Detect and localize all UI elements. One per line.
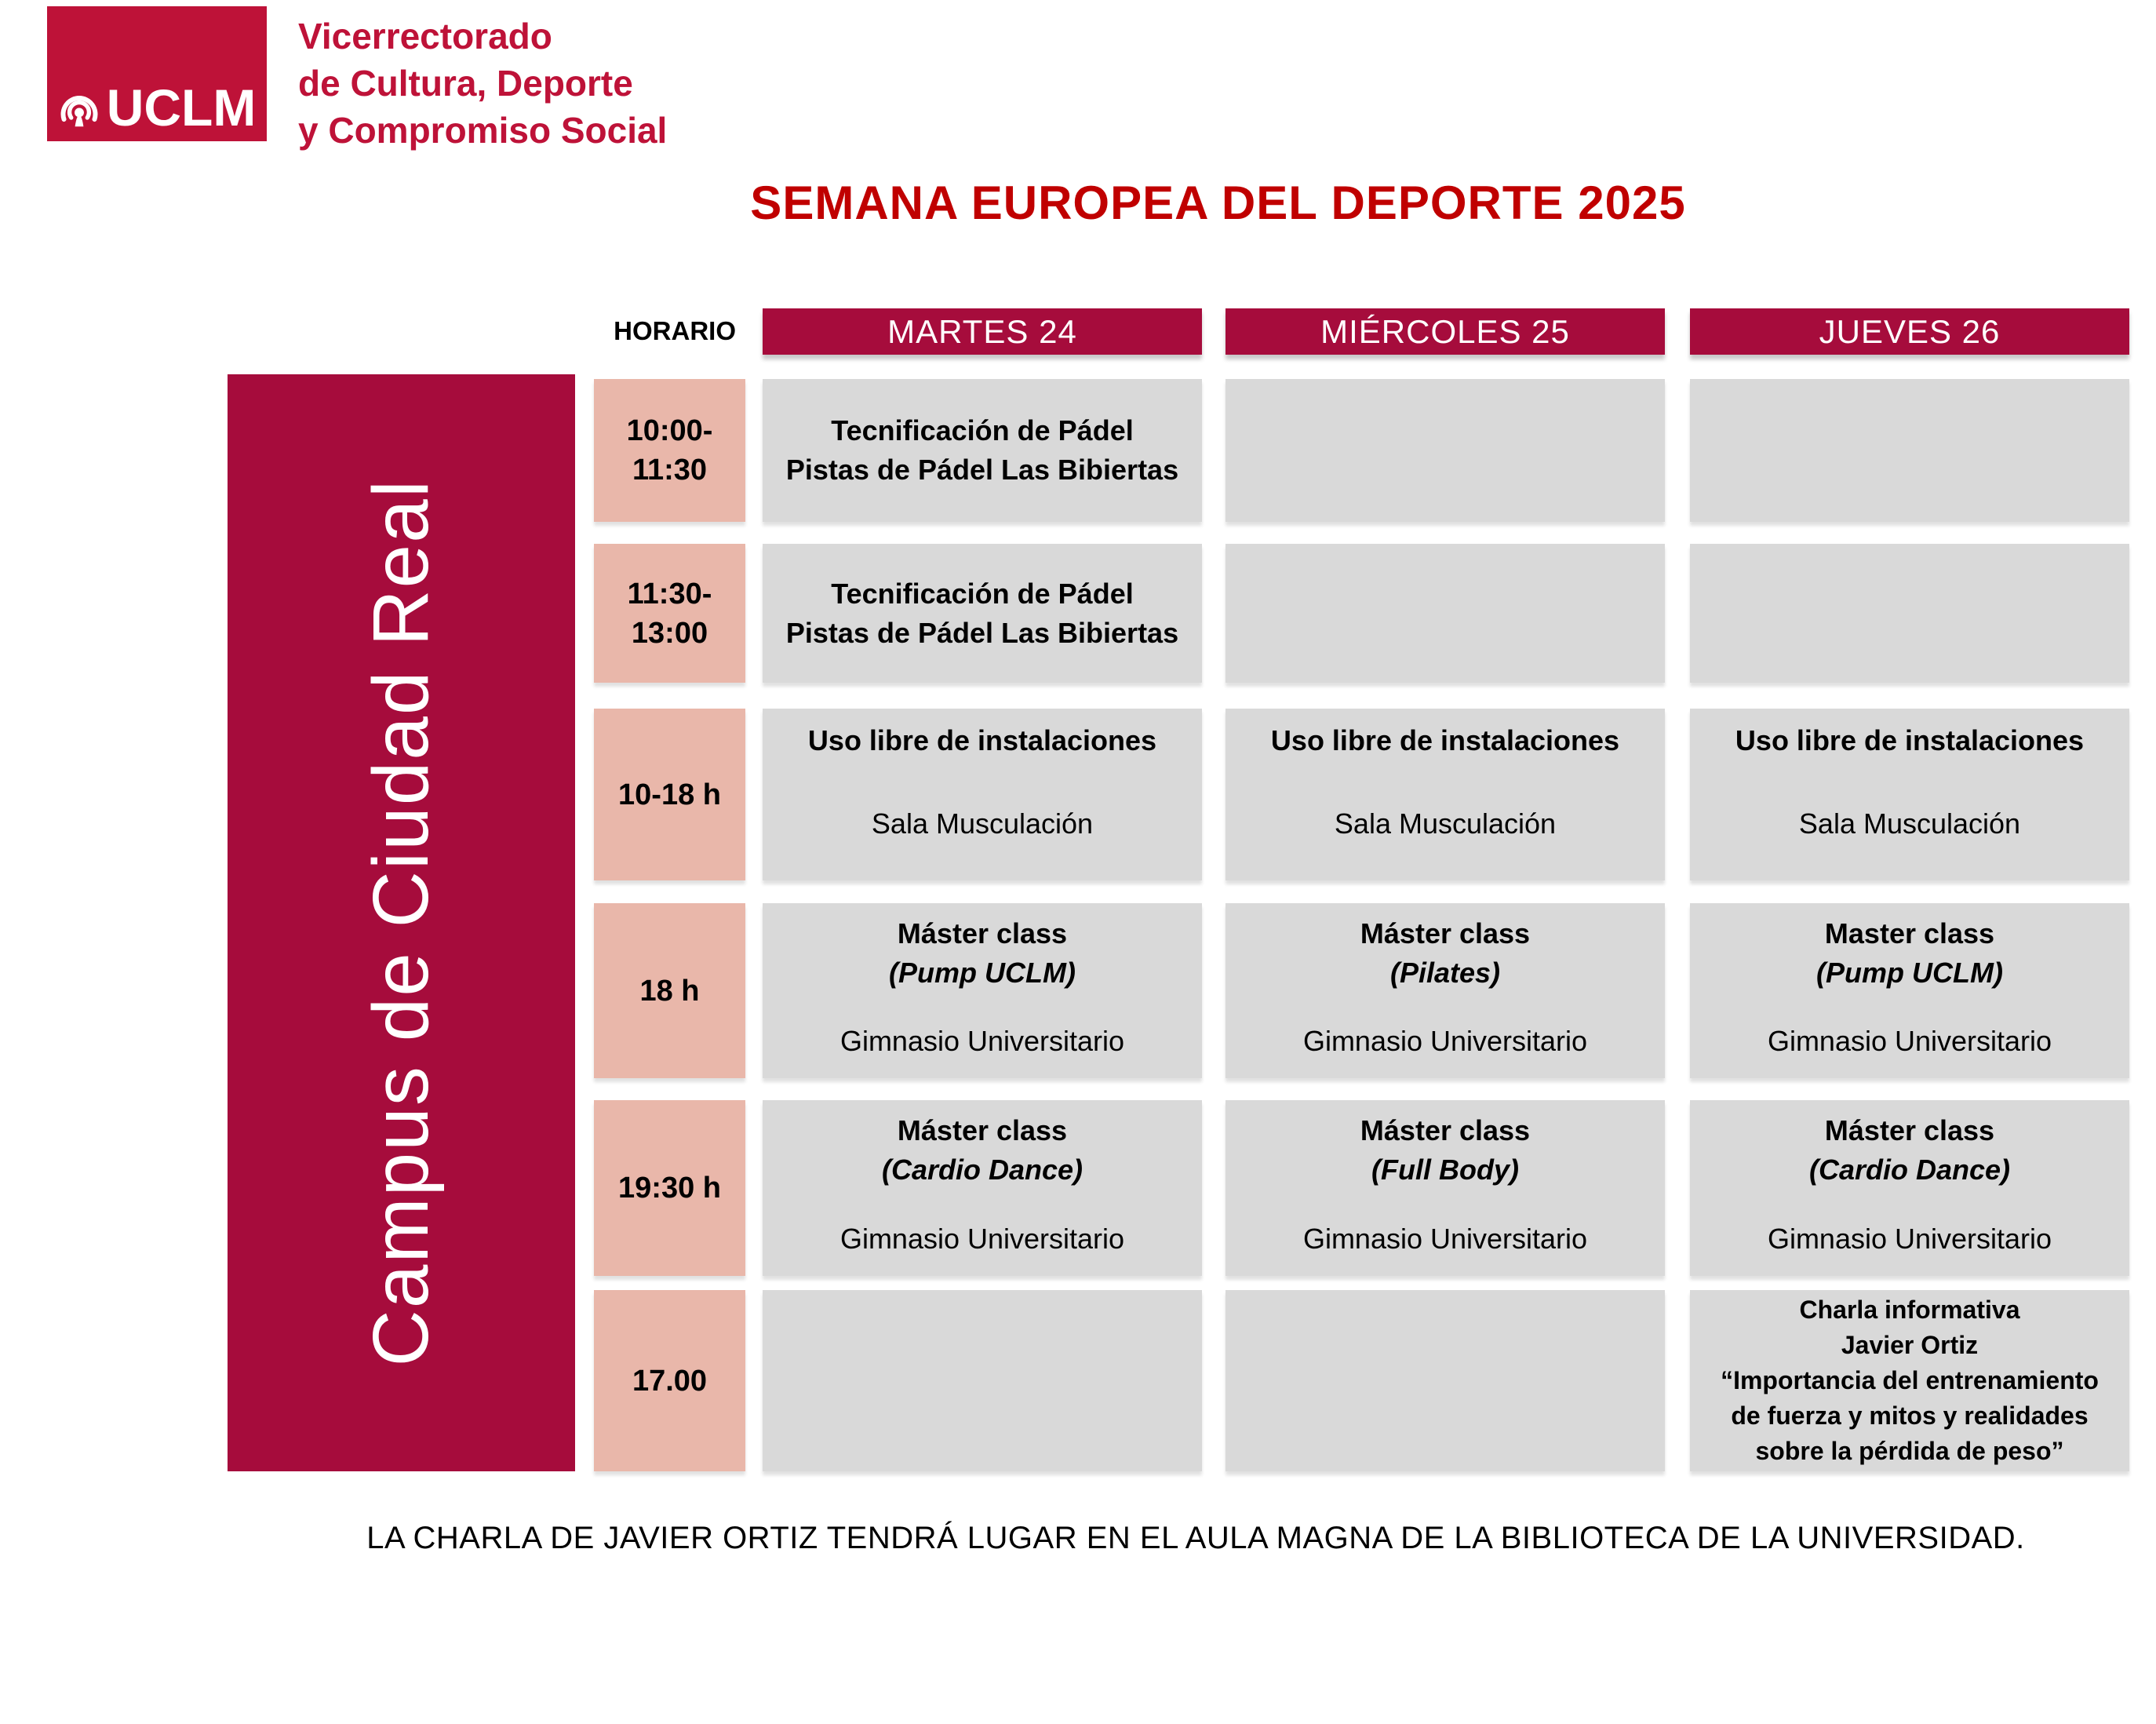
- event-detail: (Pilates): [1389, 957, 1501, 989]
- schedule-cell-r0-c1: [1225, 379, 1665, 522]
- uclm-logo-text: UCLM: [106, 78, 257, 137]
- schedule-cell-r4-c0: [763, 1100, 1202, 1276]
- event-detail: (Cardio Dance): [881, 1154, 1083, 1186]
- page-title: SEMANA EUROPEA DEL DEPORTE 2025: [750, 177, 1686, 229]
- schedule-cell-r2-c1: [1225, 709, 1665, 880]
- event-location: Sala Musculación: [1798, 807, 2021, 840]
- event-detail: (Full Body): [1371, 1154, 1519, 1186]
- schedule-cell-r5-c1: [1225, 1290, 1665, 1471]
- campus-banner: [228, 374, 575, 1471]
- day-header-label: MARTES 24: [887, 312, 1077, 350]
- department-line: Vicerrectorado: [298, 16, 552, 56]
- schedule-cell-r0-c0: [763, 379, 1202, 522]
- event-location: Gimnasio Universitario: [1767, 1223, 2052, 1255]
- event-title: Máster class: [1824, 1114, 1995, 1146]
- event-title-line: Tecnificación de Pádel: [831, 414, 1134, 446]
- department-line: y Compromiso Social: [298, 110, 668, 151]
- schedule-cell-r5-c2: [1690, 1290, 2129, 1471]
- day-header-label: JUEVES 26: [1819, 312, 2001, 350]
- event-title: Máster class: [897, 917, 1068, 949]
- event-title-line: Tecnificación de Pádel: [831, 577, 1134, 610]
- event-title-line: Pistas de Pádel Las Bibiertas: [785, 454, 1179, 486]
- event-title: Máster class: [1360, 1114, 1531, 1146]
- event-title: Uso libre de instalaciones: [807, 724, 1157, 756]
- time-cell-0: [594, 379, 745, 522]
- schedule-cell-r5-c0: [763, 1290, 1202, 1471]
- schedule-cell-r0-c2: [1690, 379, 2129, 522]
- event-text-line: “Importancia del entrenamiento: [1721, 1366, 2099, 1394]
- event-location: Sala Musculación: [1334, 807, 1557, 840]
- schedule-cell-r2-c0: [763, 709, 1202, 880]
- event-title: Uso libre de instalaciones: [1270, 724, 1620, 756]
- campus-banner-label: Campus de Ciudad Real: [357, 479, 445, 1367]
- schedule-cell-r3-c0: [763, 903, 1202, 1078]
- day-header-label: MIÉRCOLES 25: [1320, 312, 1570, 350]
- department-name: [298, 13, 667, 154]
- time-cell-3: [594, 903, 745, 1078]
- event-title: Master class: [1824, 917, 1995, 949]
- time-cell-1: [594, 544, 745, 683]
- time-cell-2: [594, 709, 745, 880]
- schedule-cell-r1-c1: [1225, 544, 1665, 683]
- uclm-emblem-icon: [58, 86, 100, 129]
- schedule-cell-r1-c0: [763, 544, 1202, 683]
- event-location: Sala Musculación: [871, 807, 1094, 840]
- schedule-cell-r4-c1: [1225, 1100, 1665, 1276]
- footer-note: LA CHARLA DE JAVIER ORTIZ TENDRÁ LUGAR EN EL AULA MAGNA DE LA BIBLIOTECA DE LA UNIVERSIDAD.: [366, 1521, 2025, 1555]
- schedule-cell-r3-c2: [1690, 903, 2129, 1078]
- uclm-logo: [47, 6, 267, 141]
- event-detail: (Pump UCLM): [889, 957, 1076, 989]
- event-location: Gimnasio Universitario: [839, 1223, 1125, 1255]
- event-text-line: Charla informativa: [1799, 1296, 2020, 1324]
- time-label-line: 11:30: [632, 454, 708, 487]
- event-location: Gimnasio Universitario: [1302, 1025, 1588, 1057]
- schedule-cell-r1-c2: [1690, 544, 2129, 683]
- event-location: Gimnasio Universitario: [1302, 1223, 1588, 1255]
- event-location: Gimnasio Universitario: [1767, 1025, 2052, 1057]
- time-cell-4: [594, 1100, 745, 1276]
- day-header-0: [763, 308, 1202, 355]
- day-header-1: [1225, 308, 1665, 355]
- event-text-line: de fuerza y mitos y realidades: [1731, 1401, 2089, 1430]
- event-title-line: Pistas de Pádel Las Bibiertas: [785, 616, 1179, 649]
- event-location: Gimnasio Universitario: [839, 1025, 1125, 1057]
- time-label-line: 13:00: [631, 616, 708, 650]
- time-label-line: 10:00-: [626, 414, 713, 447]
- time-label-line: 11:30-: [627, 577, 712, 611]
- event-title: Máster class: [897, 1114, 1068, 1146]
- event-text-line: sobre la pérdida de peso”: [1755, 1437, 2064, 1465]
- event-text-line: Javier Ortiz: [1841, 1331, 1979, 1359]
- time-label-line: 18 h: [639, 974, 700, 1008]
- event-title: Uso libre de instalaciones: [1735, 724, 2085, 756]
- day-header-2: [1690, 308, 2129, 355]
- event-detail: (Pump UCLM): [1816, 957, 2003, 989]
- event-title: Máster class: [1360, 917, 1531, 949]
- department-line: de Cultura, Deporte: [298, 63, 633, 104]
- event-detail: (Cardio Dance): [1808, 1154, 2011, 1186]
- time-label-line: 17.00: [632, 1364, 708, 1398]
- schedule-cell-r3-c1: [1225, 903, 1665, 1078]
- time-label-line: 10-18 h: [618, 778, 721, 811]
- time-label-line: 19:30 h: [618, 1172, 721, 1205]
- time-cell-5: [594, 1290, 745, 1471]
- time-column-header: HORARIO: [614, 316, 736, 345]
- schedule-cell-r4-c2: [1690, 1100, 2129, 1276]
- schedule-cell-r2-c2: [1690, 709, 2129, 880]
